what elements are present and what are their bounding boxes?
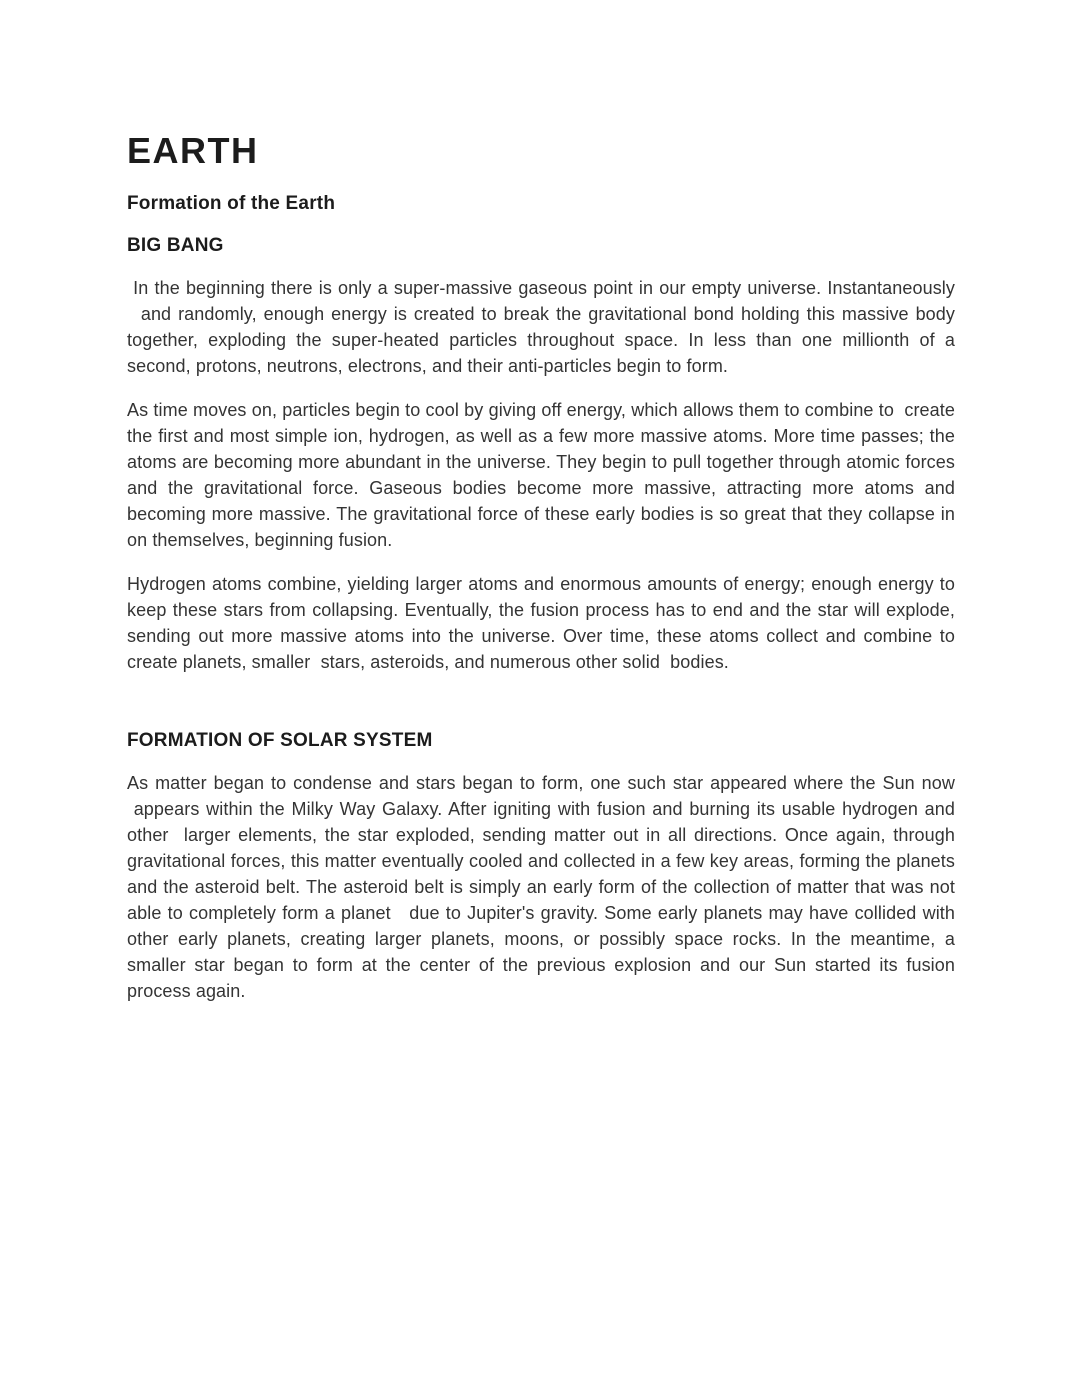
document-subtitle: Formation of the Earth bbox=[127, 193, 336, 214]
page-title: EARTH bbox=[127, 130, 259, 171]
section-heading-solar-system: FORMATION OF SOLAR SYSTEM bbox=[127, 729, 433, 751]
paragraph-solar-system-1: As matter began to condense and stars began to form, one such star appeared where the Sun now appears within the Milky Way Galaxy. After igniting with fusion and burning its usable hydrogen and other larger elements, the star exploded, sending matter out in all directions. Once again, through gravitational forces, this matter eventually cooled and collected in a few key areas, forming the planets and the asteroid belt. The asteroid belt is simply an early form of the collection of matter that was not able to completely form a planet due to Jupiter's gravity. Some early planets may have collided with other early planets, creating larger planets, moons, or possibly space rocks. In the meantime, a smaller star began to form at the center of the previous explosion and our Sun started its fusion process again. bbox=[127, 772, 955, 1001]
section-big-bang bbox=[127, 236, 955, 675]
section-formation-of-solar-system bbox=[127, 731, 955, 1004]
paragraph-big-bang-3: Hydrogen atoms combine, yielding larger atoms and enormous amounts of energy; enough energy to keep these stars from collapsing. Eventually, the fusion process has to end and the star will explode, sending out more massive atoms into the universe. Over time, these atoms collect and combine to create planets, smaller stars, asteroids, and numerous other solid bodies. bbox=[127, 573, 955, 672]
section-heading-big-bang: BIG BANG bbox=[127, 234, 224, 256]
paragraph-big-bang-1: In the beginning there is only a super-massive gaseous point in our empty universe. Instantaneously and randomly, enough energy is created to break the gravitational bond holding this massive body together, exploding the super-heated particles throughout space. In less than one millionth of a second, protons, neutrons, electrons, and their anti-particles begin to form. bbox=[127, 277, 955, 376]
paragraph-big-bang-2: As time moves on, particles begin to cool by giving off energy, which allows them to combine to create the first and most simple ion, hydrogen, as well as a few more massive atoms. More time passes; the atoms are becoming more abundant in the universe. They begin to pull together through atomic forces and the gravitational force. Gaseous bodies become more massive, attracting more atoms and becoming more massive. The gravitational force of these early bodies is so great that they collapse in on themselves, beginning fusion. bbox=[127, 399, 955, 550]
